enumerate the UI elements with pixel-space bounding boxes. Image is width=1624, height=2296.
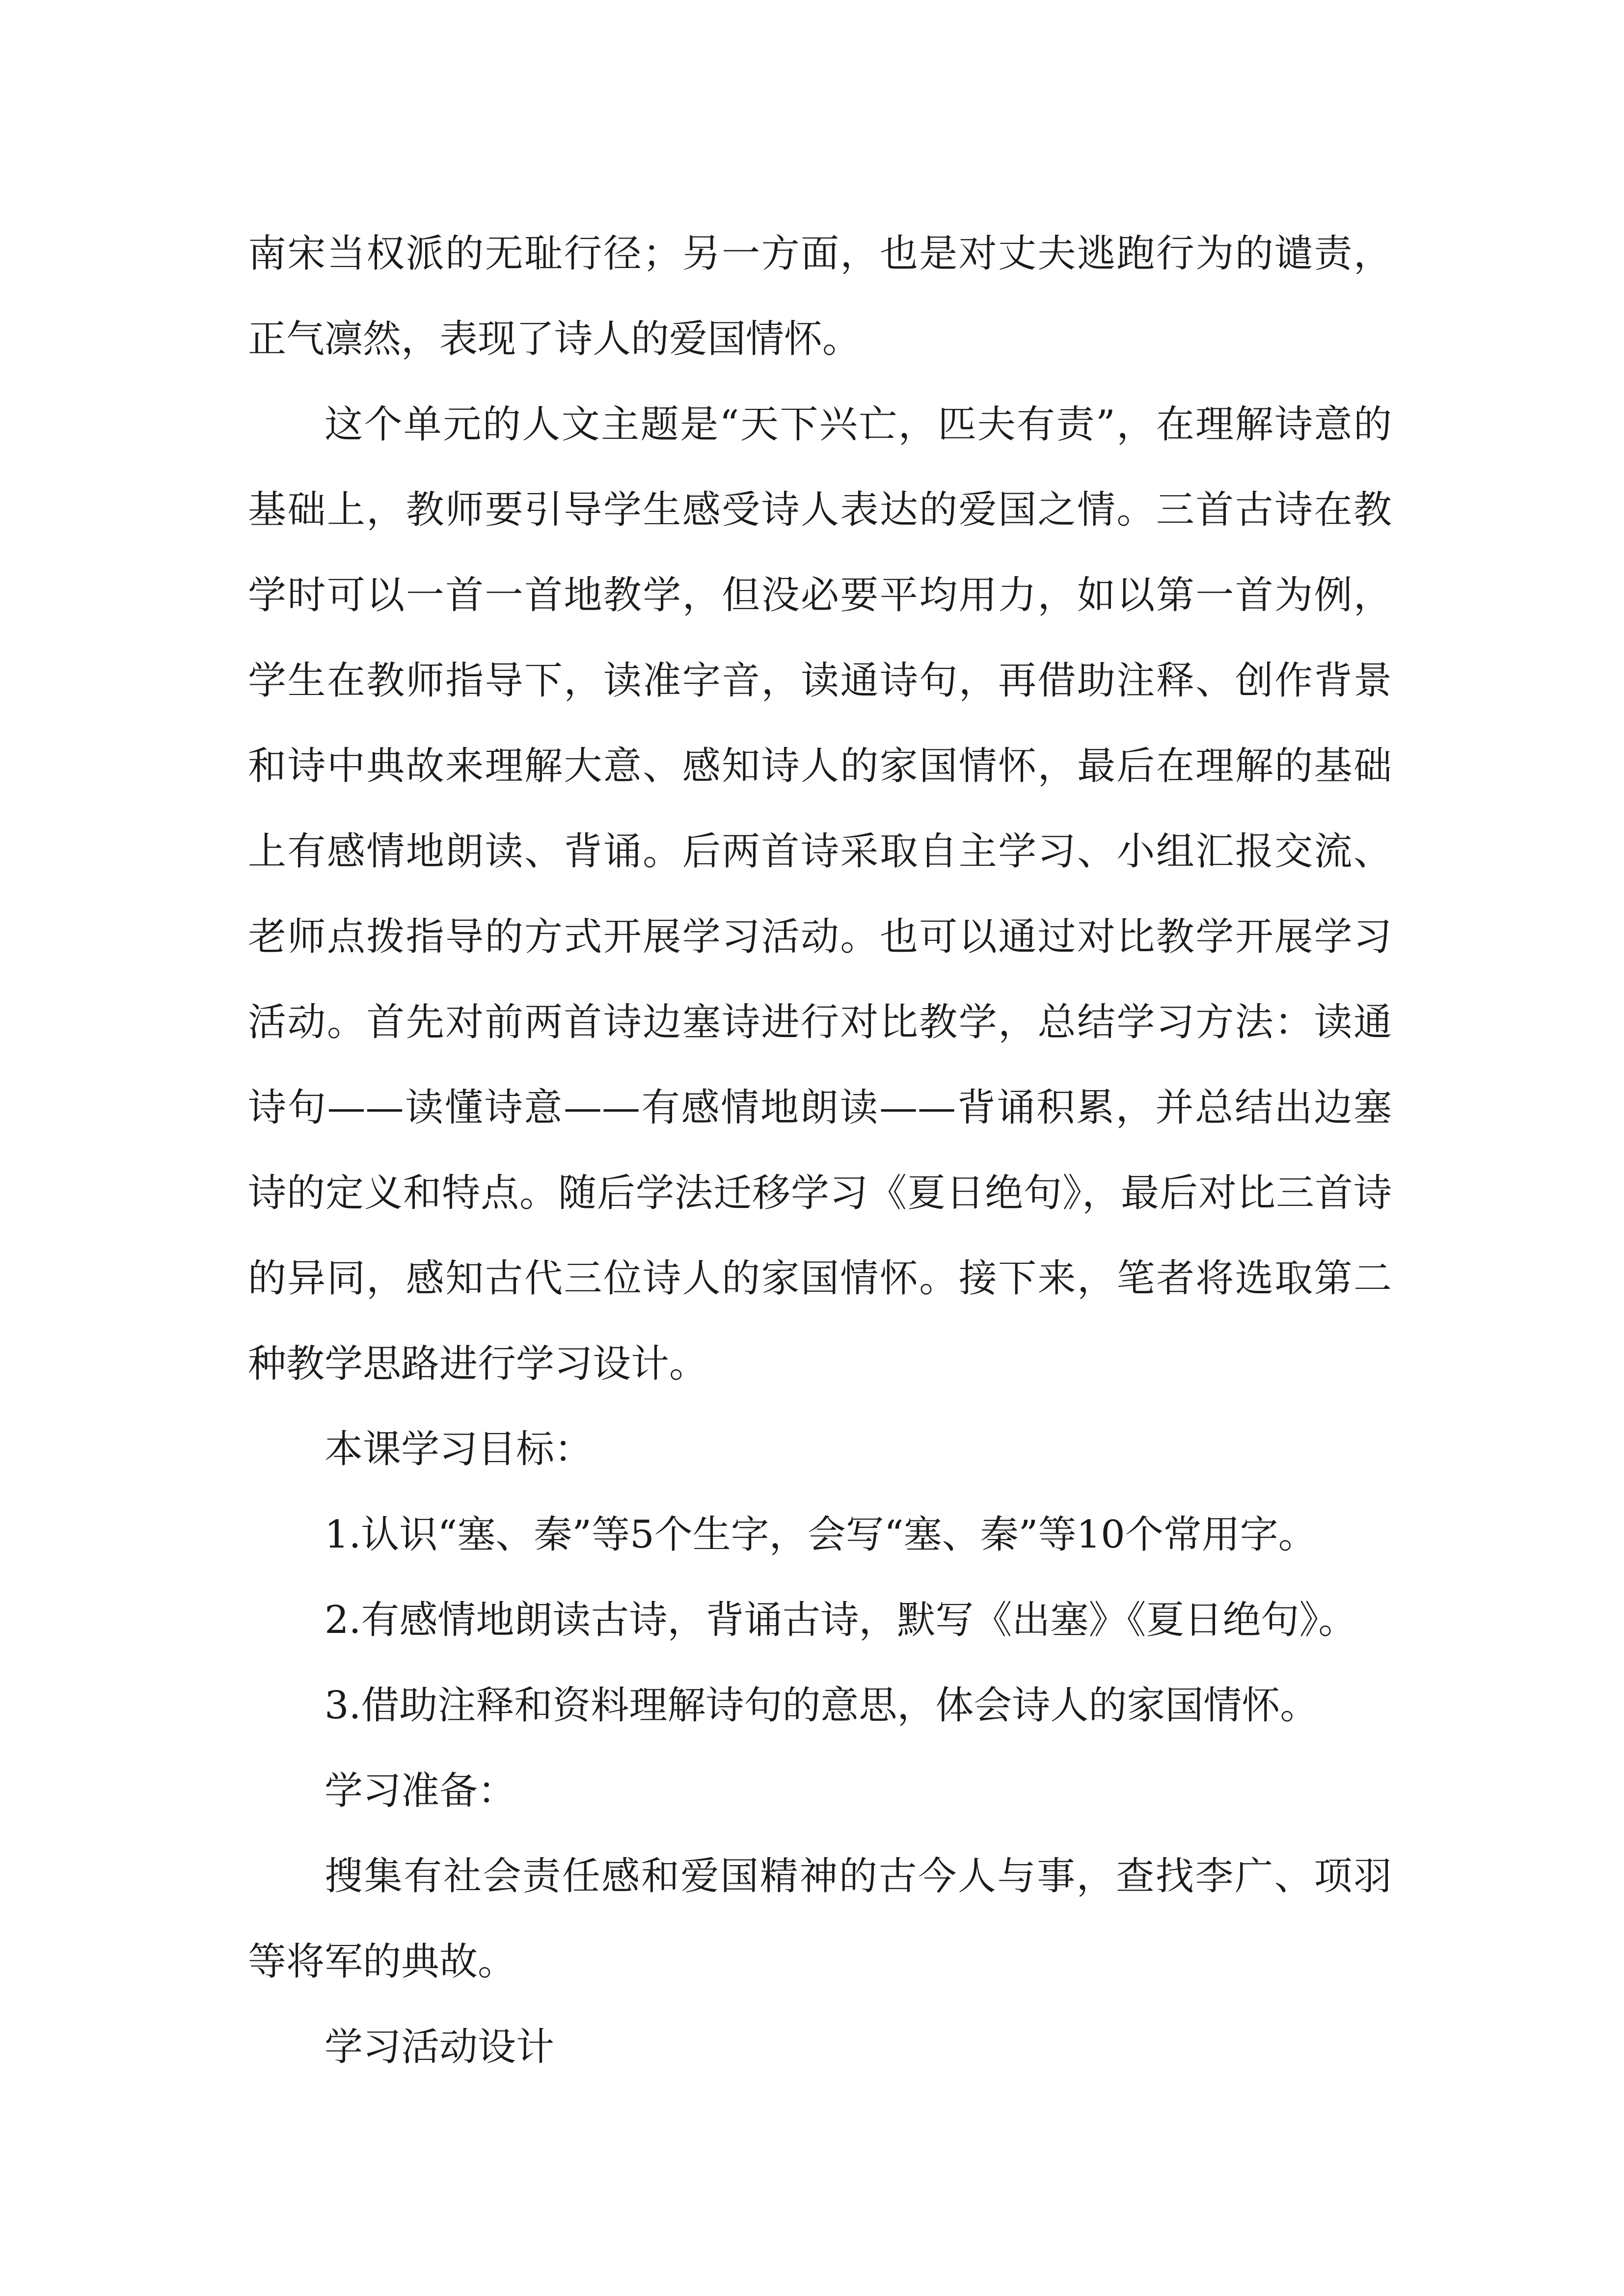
objective-item-3: 3.借助注释和资料理解诗句的意思，体会诗人的家国情怀。: [325, 1683, 1319, 1728]
heading-learning-preparation: 学习准备：: [325, 1769, 516, 1813]
heading-learning-objectives: 本课学习目标：: [325, 1427, 593, 1471]
objective-item-2: 2.有感情地朗读古诗，背诵古诗，默写《出塞》《夏日绝句》。: [325, 1598, 1357, 1642]
paragraph-preparation: 搜集有社会责任感和爱国精神的古今人与事，查找李广、项羽等将军的典故。: [248, 1854, 1392, 1984]
document-body: [248, 211, 1392, 2090]
paragraph-unit-theme: 这个单元的人文主题是“天下兴亡，匹夫有责”，在理解诗意的基础上，教师要引导学生感受诗人表达的爱国之情。三首古诗在教学时可以一首一首地教学，但没必要平均用力，如以第一首为例，学生在教师指导下，读准字音，读通诗句，再借助注释、创作背景和诗中典故来理解大意、感知诗人的家国情怀，最后在理解的基础上有感情地朗读、背诵。后两首诗采取自主学习、小组汇报交流、老师点拨指导的方式开展学习活动。也可以通过对比教学开展学习活动。首先对前两首诗边塞诗进行对比教学，总结学习方法：读通诗句——读懂诗意——有感情地朗读——背诵积累，并总结出边塞诗的定义和特点。随后学法迁移学习《夏日绝句》，最后对比三首诗的异同，感知古代三位诗人的家国情怀。接下来，笔者将选取第二种教学思路进行学习设计。: [248, 402, 1392, 1386]
paragraph-continuation: 南宋当权派的无耻行径；另一方面，也是对丈夫逃跑行为的谴责，正气凛然，表现了诗人的爱国情怀。: [248, 232, 1392, 361]
objective-item-1: 1.认识“塞、秦”等5个生字，会写“塞、秦”等10个常用字。: [325, 1513, 1317, 1557]
heading-activity-design: 学习活动设计: [325, 2025, 555, 2069]
